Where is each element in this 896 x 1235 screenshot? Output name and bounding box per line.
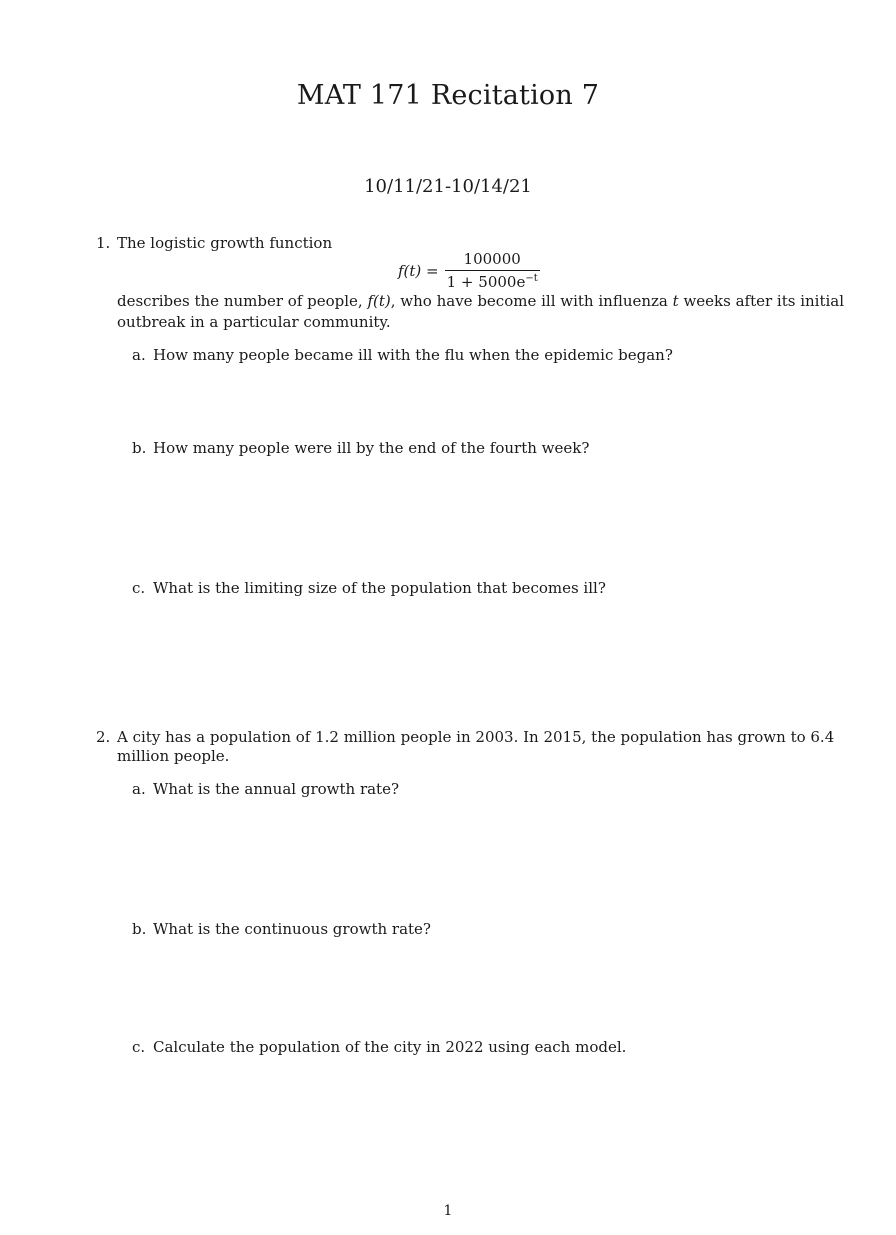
problem-1-intro: The logistic growth function [117, 234, 333, 252]
formula-numerator: 100000 [445, 250, 540, 271]
problem-1b-text: How many people were ill by the end of the fourth week? [153, 439, 590, 457]
problem-2-line2: million people. [117, 747, 230, 765]
formula-denominator: $1 + 5000e^{-t}$ [446, 273, 538, 291]
problem-1-description-line2: outbreak in a particular community. [117, 313, 391, 331]
problem-1a-label: a. [132, 346, 146, 364]
problem-2b-text: What is the continuous growth rate? [153, 920, 431, 938]
problem-1a-text: How many people became ill with the flu when the epidemic began? [153, 346, 673, 364]
problem-2a-label: a. [132, 780, 146, 798]
formula-fraction [445, 250, 540, 291]
formula-lhs: f(t) = [398, 261, 439, 280]
problem-2-number: 2. [96, 728, 111, 746]
problem-1b-label: b. [132, 439, 147, 457]
problem-1c-label: c. [132, 579, 146, 597]
problem-2c-label: c. [132, 1038, 146, 1056]
problem-2-line1: A city has a population of 1.2 million people in 2003. In 2015, the population has grown to 6.4 [117, 728, 835, 746]
problem-2b-label: b. [132, 920, 147, 938]
problem-1-number: 1. [96, 234, 111, 252]
logistic-formula [398, 250, 540, 291]
problem-2a-text: What is the annual growth rate? [153, 780, 400, 798]
date-range: 10/11/21-10/14/21 [364, 176, 532, 197]
page-title: MAT 171 Recitation 7 [296, 80, 600, 111]
formula-exponent: −t [525, 273, 538, 284]
problem-2c-text: Calculate the population of the city in 2022 using each model. [153, 1038, 627, 1056]
page-number: 1 [443, 1203, 453, 1219]
problem-1-description-line1: describes the number of people, f(t), who have become ill with influenza t weeks after its initial [117, 292, 845, 310]
problem-1c-text: What is the limiting size of the population that becomes ill? [153, 579, 606, 597]
